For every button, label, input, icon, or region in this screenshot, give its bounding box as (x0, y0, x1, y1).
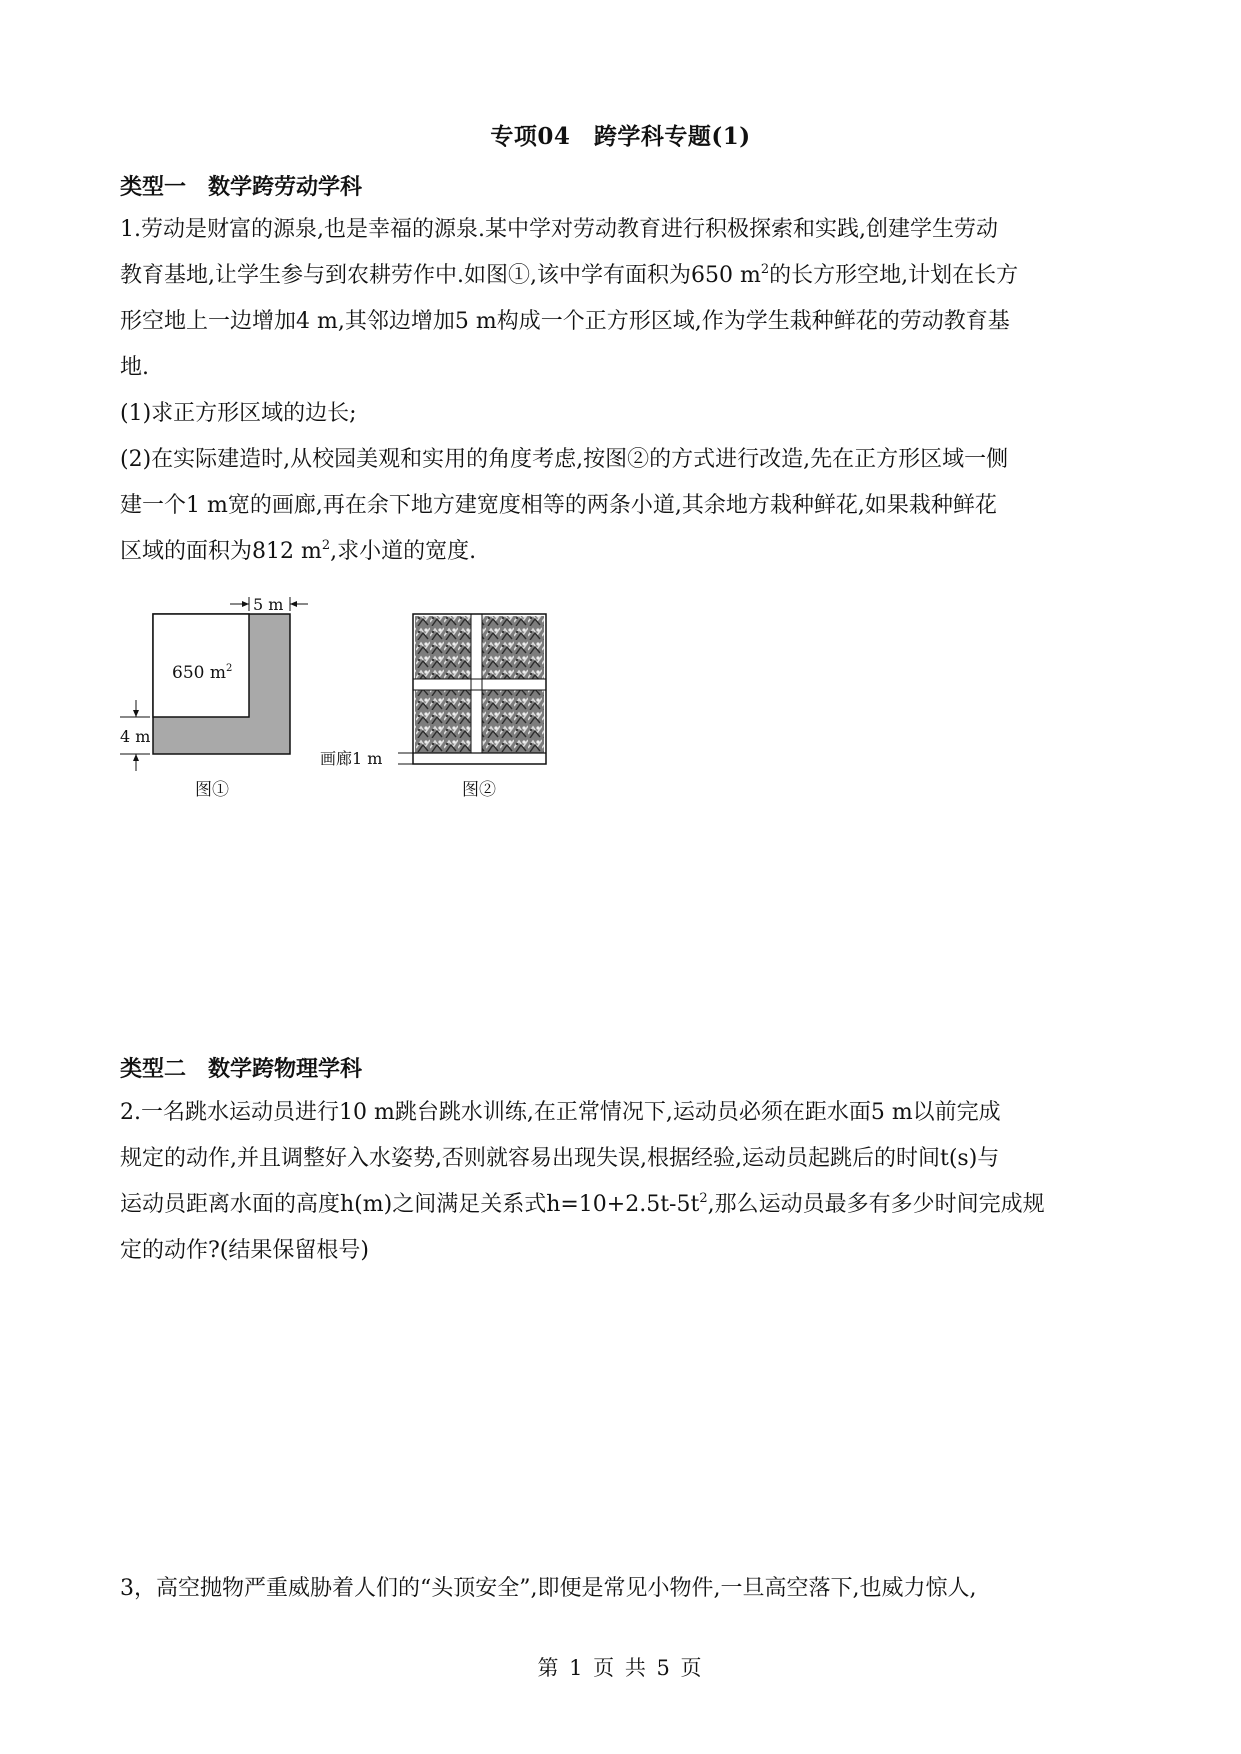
q1-part-2-line-1: (2)在实际建造时,从校园美观和实用的角度考虑,按图②的方式进行改造,先在正方形区域一侧 (120, 447, 1009, 472)
q2-line-3-sup: 2 (699, 1191, 708, 1206)
q2-line-3-text-a: 运动员距离水面的高度h(m)之间满足关系式h=10+2.5t-5t (120, 1192, 700, 1217)
figure-1-side-dimension: 4 m (120, 727, 151, 746)
q1-part-2-line-3-sup: 2 (321, 538, 331, 553)
q2-line-2: 规定的动作,并且调整好入水姿势,否则就容易出现失误,根据经验,运动员起跳后的时间t(s)与 (120, 1146, 1000, 1171)
figure-2-bed-top-right (482, 616, 544, 679)
figure-2-bed-bottom-left (415, 690, 471, 753)
section-heading-2: 类型二 数学跨物理学科 (120, 1056, 363, 1082)
figure-2-caption: 图② (462, 780, 496, 800)
figure-2-bed-top-left (415, 616, 471, 679)
q1-line-4: 地. (120, 355, 149, 380)
figure-1-top-arrowhead-right (290, 601, 297, 607)
question-3 (120, 1566, 1130, 1612)
q1-line-2 (120, 253, 1130, 299)
q1-line-1: 1.劳动是财富的源泉,也是幸福的源泉.某中学对劳动教育进行积极探索和实践,创建学生劳动 (120, 217, 998, 242)
q2-line-3-text-b: ,那么运动员最多有多少时间完成规 (707, 1192, 1045, 1217)
q3-line-1: 3，高空抛物严重威胁着人们的“头顶安全”,即便是常见小物件,一旦高空落下,也威力惊人, (120, 1576, 977, 1601)
figure-1-side-arrowhead-top (133, 710, 139, 717)
q1-line-2-text-b: 的长方形空地,计划在长方 (769, 263, 1019, 288)
q1-line-2-text-a: 教育基地,让学生参与到农耕劳作中.如图①,该中学有面积为650 m (120, 263, 761, 288)
page-title: 专项04 跨学科专题(1) (490, 123, 751, 150)
question-1 (120, 207, 1130, 575)
q1-line-3: 形空地上一边增加4 m,其邻边增加5 m构成一个正方形区域,作为学生栽种鲜花的劳动教育基 (120, 309, 1010, 334)
question-2 (120, 1090, 1130, 1274)
page-number: 第 1 页 共 5 页 (537, 1656, 704, 1680)
figure-2-gallery-label: 画廊1 m (320, 749, 383, 768)
q1-part-2-line-3-text-b: ,求小道的宽度. (330, 539, 477, 564)
figure-1 (120, 595, 320, 805)
section-heading-1: 类型一 数学跨劳动学科 (120, 174, 363, 200)
q1-part-2-line-3-text-a: 区域的面积为812 m (120, 539, 322, 564)
q2-line-1: 2.一名跳水运动员进行10 m跳台跳水训练,在正常情况下,运动员必须在距水面5 m以前完成 (120, 1100, 1001, 1125)
figure-1-area-label: 650 $m^2$ (172, 663, 233, 683)
figure-1-side-arrowhead-bottom (133, 754, 139, 761)
q1-line-2-sup: 2 (760, 262, 770, 277)
q2-line-4: 定的动作?(结果保留根号) (120, 1238, 369, 1263)
q1-part-2-line-2: 建一个1 m宽的画廊,再在余下地方建宽度相等的两条小道,其余地方栽种鲜花,如果栽种鲜花 (120, 493, 997, 518)
figure-1-caption: 图① (195, 780, 229, 800)
figure-2-bed-bottom-right (482, 690, 544, 753)
figure-1-top-dimension: 5 m (253, 595, 284, 614)
q1-part-2-line-3 (120, 529, 1130, 575)
figure-1-top-arrowhead-left (242, 601, 249, 607)
q2-line-3 (120, 1182, 1130, 1228)
q1-part-1: (1)求正方形区域的边长; (120, 401, 357, 426)
figure-2 (318, 612, 558, 807)
